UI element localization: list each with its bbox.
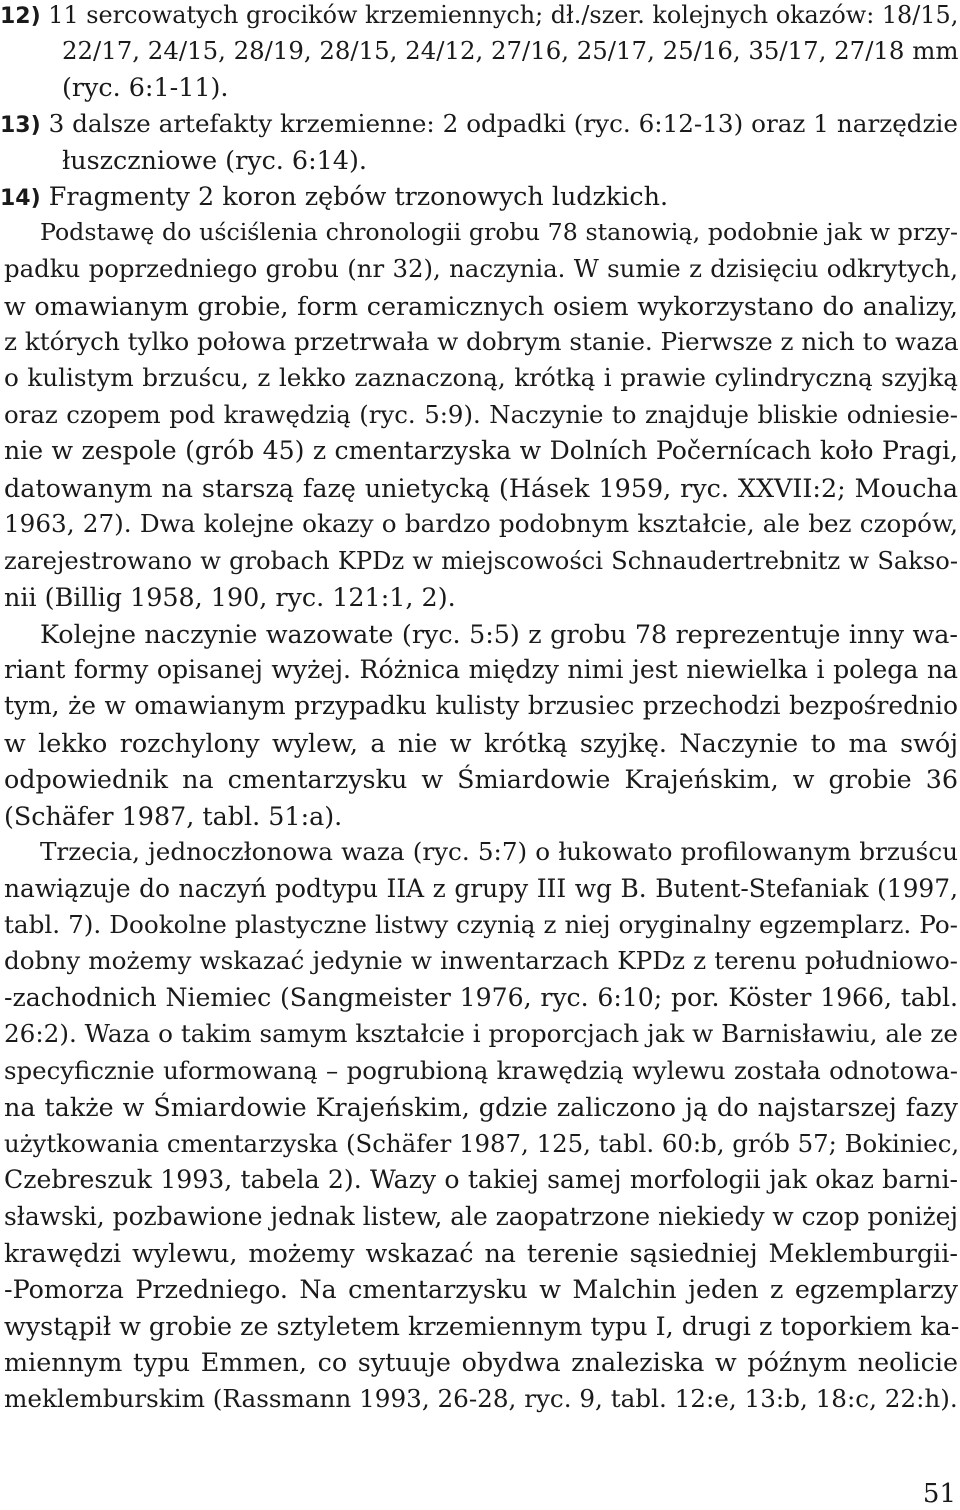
paragraph-3-line-14: wystąpił w grobie ze sztyletem krzemiennym typu I, drugi z toporkiem ka-	[4, 1311, 960, 1341]
paragraph-1-line-7: nie w zespole (grób 45) z cmentarzyska w Dolních Počernícach koło Pragi,	[4, 436, 958, 465]
paragraph-3-line-2: nawiązuje do naczyń podtypu IIA z grupy III wg B. Butent-Stefaniak (1997,	[4, 874, 958, 903]
paragraph-3-line-6: 26:2). Waza o takim samym kształcie i proporcjach jak w Barnisławiu, ale ze	[4, 1019, 958, 1048]
paragraph-2-line-2: riant formy opisanej wyżej. Różnica między nimi jest niewielka i polega na	[4, 655, 958, 684]
list-item-14-line-1	[0, 178, 958, 214]
list-item-12-line-3: (ryc. 6:1-11).	[62, 72, 229, 102]
paragraph-1-line-10: zarejestrowano w grobach KPDz w miejscowości Schnaudertrebnitz w Sakso-	[4, 547, 958, 575]
page-number: 51	[922, 1479, 956, 1509]
paragraph-3-line-12: krawędzi wylewu, możemy wskazać na terenie sąsiedniej Meklemburgii-	[4, 1238, 958, 1268]
list-item-13-line-2: łuszczniowe (ryc. 6:14).	[62, 145, 367, 175]
paragraph-2-line-1: Kolejne naczynie wazowate (ryc. 5:5) z grobu 78 reprezentuje inny wa-	[40, 619, 958, 649]
paragraph-1-line-1: Podstawę do uściślenia chronologii grobu 78 stanowią, podobnie jak w przy-	[40, 218, 958, 246]
paragraph-1-line-8: datowanym na starszą fazę unietycką (Hásek 1959, ryc. XXVII:2; Moucha	[4, 473, 958, 503]
paragraph-3-line-3: tabl. 7). Dookolne plastyczne listwy czynią z niej oryginalny egzemplarz. Po-	[4, 910, 958, 939]
paragraph-3-line-13: -Pomorza Przedniego. Na cmentarzysku w Malchin jeden z egzemplarzy	[4, 1274, 958, 1304]
paragraph-2-line-6: (Schäfer 1987, tabl. 51:a).	[4, 801, 343, 831]
paragraph-3-line-7: specyficznie uformowaną – pogrubioną krawędzią wylewu została odnotowa-	[4, 1056, 958, 1085]
paragraph-2-line-4: w lekko rozchylony wylew, a nie w krótką szyjkę. Naczynie to ma swój	[4, 728, 958, 758]
list-item-12-line-1	[0, 0, 958, 33]
paragraph-3-line-10: Czebreszuk 1993, tabela 2). Wazy o takiej samej morfologii jak okaz barni-	[4, 1165, 958, 1194]
paragraph-3-line-4: dobny możemy wskazać jedynie w inwentarzach KPDz z terenu południowo-	[4, 946, 958, 975]
list-item-text: 3 dalsze artefakty krzemienne: 2 odpadki (ryc. 6:12-13) oraz 1 narzędzie	[40, 109, 958, 138]
list-item-number: 13)	[0, 113, 41, 138]
paragraph-3-line-9: użytkowania cmentarzyska (Schäfer 1987, 125, tabl. 60:b, grób 57; Bokiniec,	[4, 1129, 960, 1158]
list-item-text: Fragmenty 2 koron zębów trzonowych ludzkich.	[40, 181, 669, 211]
paragraph-3-line-15: miennym typu Emmen, co sytuuje obydwa znaleziska w późnym neolicie	[4, 1347, 958, 1377]
paragraph-3-line-1: Trzecia, jednoczłonowa waza (ryc. 5:7) o łukowato profilowanym brzuścu	[40, 837, 958, 866]
list-item-13-line-1	[0, 106, 958, 142]
paragraph-3-line-8: na także w Śmiardowie Krajeńskim, gdzie zaliczono ją do najstarszej fazy	[4, 1092, 958, 1122]
paragraph-3-line-11: sławski, pozbawione jednak listew, ale zaopatrzone niekiedy w czop poniżej	[4, 1202, 959, 1231]
paragraph-2-line-5: odpowiednik na cmentarzysku w Śmiardowie Krajeńskim, w grobie 36	[4, 764, 958, 794]
list-item-12-line-2: 22/17, 24/15, 28/19, 28/15, 24/12, 27/16, 25/17, 25/16, 35/17, 27/18 mm	[62, 36, 959, 65]
list-item-number: 14)	[0, 186, 41, 211]
paragraph-1-line-9: 1963, 27). Dwa kolejne okazy o bardzo podobnym kształcie, ale bez czopów,	[4, 509, 958, 538]
paragraph-3-line-5: -zachodnich Niemiec (Sangmeister 1976, ryc. 6:10; por. Köster 1966, tabl.	[4, 983, 958, 1012]
list-item-text: 11 sercowatych grocików krzemiennych; dł./szer. kolejnych okazów: 18/15,	[40, 1, 959, 29]
paragraph-1-line-4: z których tylko połowa przetrwała w dobrym stanie. Pierwsze z nich to waza	[4, 327, 959, 356]
paragraph-1-line-6: oraz czopem pod krawędzią (ryc. 5:9). Naczynie to znajduje bliskie odniesie-	[4, 400, 958, 429]
paragraph-1-line-3: w omawianym grobie, form ceramicznych osiem wykorzystano do analizy,	[4, 291, 958, 321]
paragraph-1-line-2: padku poprzedniego grobu (nr 32), naczynia. W sumie z dzisięciu odkrytych,	[4, 254, 958, 283]
paragraph-1-line-11: nii (Billig 1958, 190, ryc. 121:1, 2).	[4, 582, 456, 612]
list-item-number: 12)	[0, 4, 41, 29]
paragraph-2-line-3: tym, że w omawianym przypadku kulisty brzusiec przechodzi bezpośrednio	[4, 691, 958, 720]
paragraph-3-line-16: meklemburskim (Rassmann 1993, 26-28, ryc. 9, tabl. 12:e, 13:b, 18:c, 22:h).	[4, 1384, 958, 1413]
paragraph-1-line-5: o kulistym brzuścu, z lekko zaznaczoną, krótką i prawie cylindryczną szyjką	[4, 363, 958, 392]
